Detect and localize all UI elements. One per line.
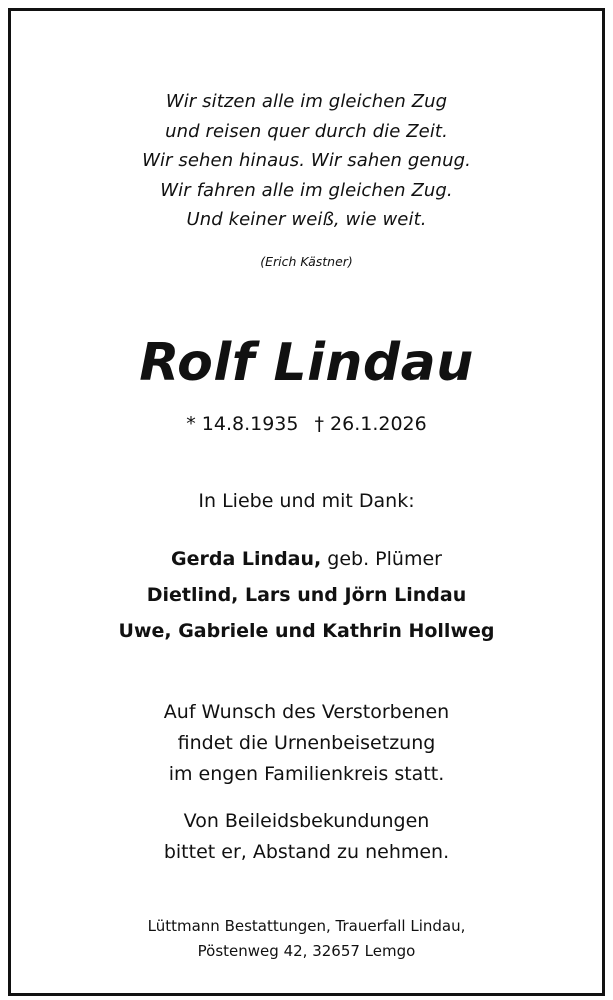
footer-line: Pöstenweg 42, 32657 Lemgo [197,942,416,960]
notice-line: bittet er, Abstand zu nehmen. [163,841,450,863]
deceased-name: Rolf Lindau [139,333,474,393]
poem-line: Wir sehen hinaus. Wir sahen genug. [142,150,471,171]
life-dates [0,411,613,437]
mourner-line [0,577,613,613]
birth-date: * 14.8.1935 [186,413,299,435]
notice-line: Auf Wunsch des Verstorbenen [163,701,450,723]
notice-line: Von Beileidsbekundungen [183,810,430,832]
condolence-notice [0,806,613,868]
family-mourners [0,541,613,649]
mourner-maiden-name: geb. Plümer [321,548,442,570]
funeral-home-footer [0,914,613,964]
mourner-name: Dietlind, Lars und Jörn Lindau [146,584,467,606]
footer-line: Lüttmann Bestattungen, Trauerfall Lindau, [147,917,466,935]
poem [0,87,613,235]
thanks-line: In Liebe und mit Dank: [198,490,415,512]
mourner-line [0,613,613,649]
mourner-name: Gerda Lindau, [171,548,322,570]
notice-line: findet die Urnenbeisetzung [177,732,436,754]
death-date: † 26.1.2026 [314,413,427,435]
poem-author: (Erich Kästner) [260,254,353,269]
notice-line: im engen Familienkreis statt. [168,763,445,785]
mourner-name: Uwe, Gabriele und Kathrin Hollweg [118,620,495,642]
poem-line: Wir fahren alle im gleichen Zug. [160,179,453,201]
poem-line: Wir sitzen alle im gleichen Zug [165,91,448,112]
poem-line: Und keiner weiß, wie weit. [186,209,427,230]
mourner-line [0,541,613,577]
poem-line: und reisen quer durch die Zeit. [165,120,448,142]
burial-notice [0,697,613,790]
